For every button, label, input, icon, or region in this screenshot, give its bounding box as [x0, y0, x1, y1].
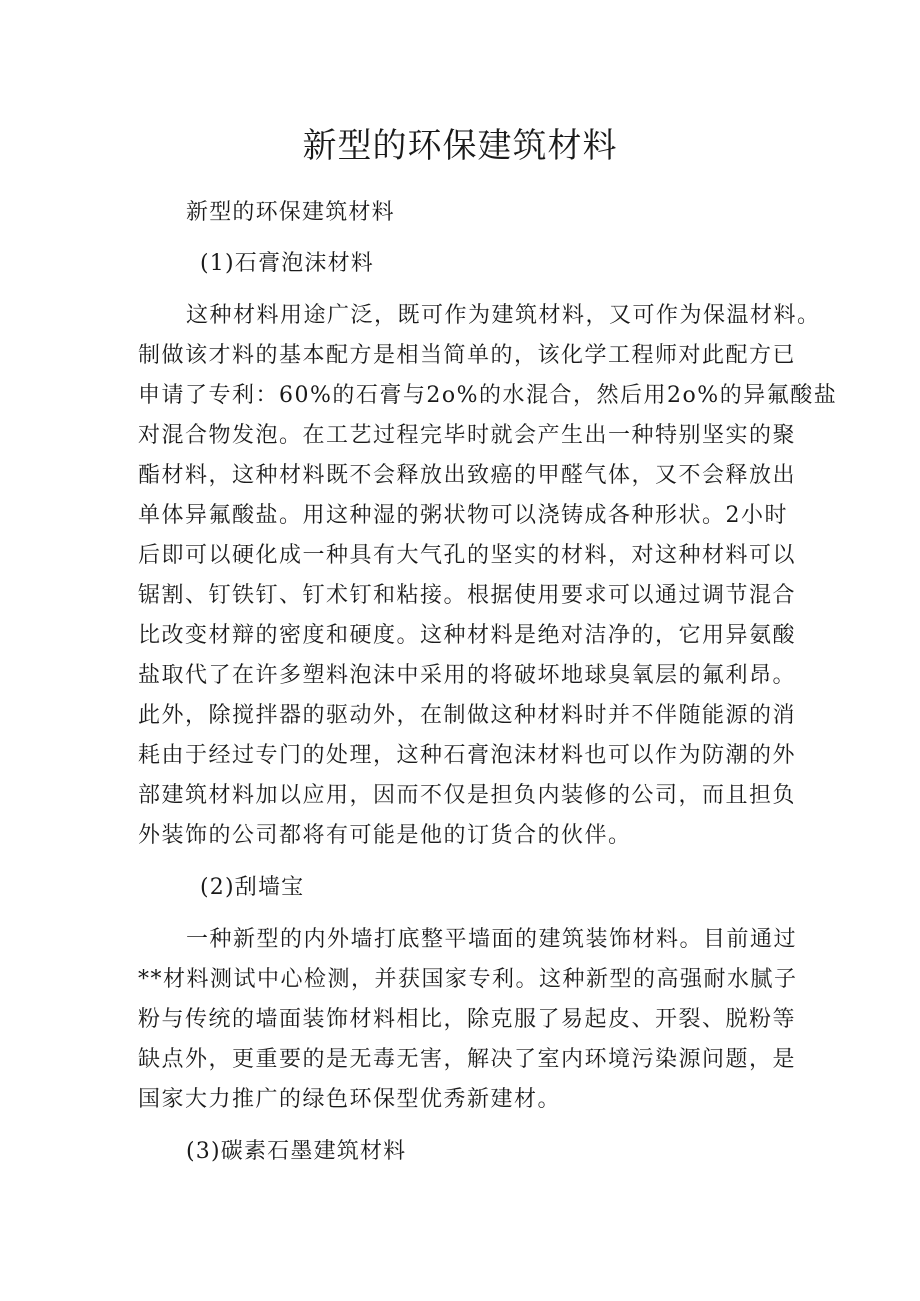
section-1-line: 后即可以硬化成一种具有大气孔的坚实的材料，对这种材料可以 — [138, 543, 797, 568]
section-1-line: 耗由于经过专门的处理，这种石膏泡沫材料也可以作为防潮的外 — [138, 743, 797, 768]
section-1-line: 比改变材辩的密度和硬度。这种材料是绝对洁净的，它用异氨酸 — [138, 623, 797, 648]
section-heading-3: (3)碳素石墨建筑材料 — [186, 1139, 407, 1164]
section-1-line: 对混合物发泡。在工艺过程完毕时就会产生出一种特别坚实的聚 — [138, 423, 797, 448]
section-1-line: 申请了专利：60%的石膏与2o%的水混合，然后用2o%的异氟酸盐 — [138, 383, 838, 408]
section-1-line: 部建筑材料加以应用，因而不仅是担负内装修的公司，而且担负 — [138, 783, 797, 808]
section-2-line: 一种新型的内外墙打底整平墙面的建筑装饰材料。目前通过 — [186, 927, 798, 952]
section-heading-2: (2)刮墙宝 — [200, 875, 305, 900]
section-1-line: 这种材料用途广泛，既可作为建筑材料，又可作为保温材料。 — [186, 303, 821, 328]
section-2-line: 国家大力推广的绿色环保型优秀新建材。 — [138, 1087, 562, 1112]
section-1-line: 酯材料，这种材料既不会释放出致癌的甲醛气体，又不会释放出 — [138, 463, 797, 488]
document-title: 新型的环保建筑材料 — [302, 126, 618, 166]
section-1-line: 此外，除搅拌器的驱动外，在制做这种材料时并不伴随能源的消 — [138, 703, 797, 728]
intro-line: 新型的环保建筑材料 — [186, 200, 395, 225]
section-1-line: 单体异氟酸盐。用这种湿的粥状物可以浇铸成各种形状。2小时 — [138, 503, 788, 528]
section-1-line: 外装饰的公司都将有可能是他的订货合的伙伴。 — [138, 823, 632, 848]
section-2-line: 粉与传统的墙面装饰材料相比，除克服了易起皮、开裂、脱粉等 — [138, 1007, 797, 1032]
section-2-line: 缺点外，更重要的是无毒无害，解决了室内环境污染源问题，是 — [138, 1047, 797, 1072]
section-1-line: 盐取代了在许多塑料泡沫中采用的将破坏地球臭氧层的氟利昂。 — [138, 663, 797, 688]
section-1-line: 锯割、钉铁钉、钉术钉和粘接。根据使用要求可以通过调节混合 — [138, 583, 797, 608]
section-1-line: 制做该才料的基本配方是相当简单的，该化学工程师对此配方已 — [138, 343, 797, 368]
section-2-line: **材料测试中心检测，并获国家专利。这种新型的高强耐水腻子 — [138, 967, 798, 992]
section-heading-1: (1)石膏泡沫材料 — [200, 251, 374, 276]
